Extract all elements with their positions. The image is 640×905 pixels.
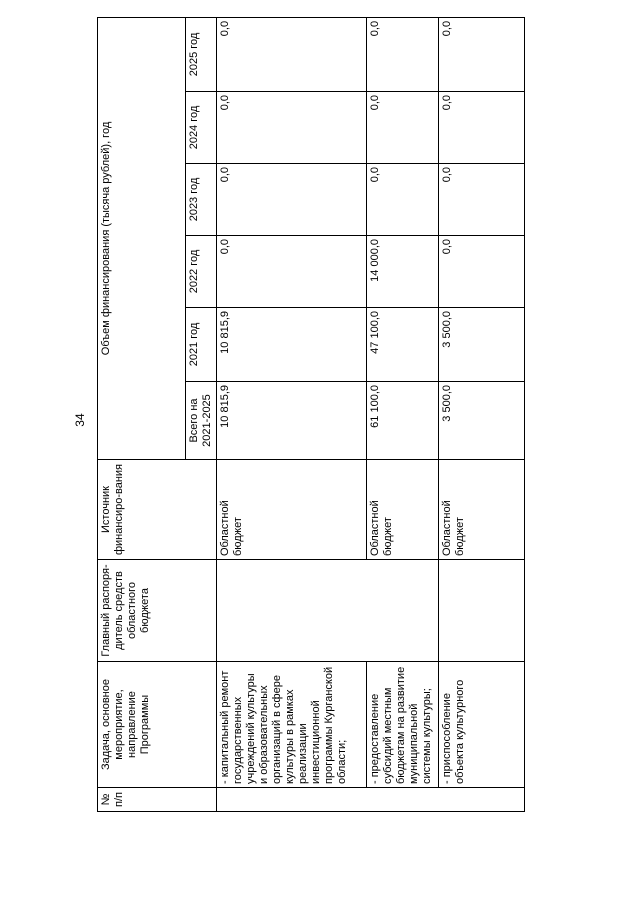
financing-table: [97, 17, 525, 812]
row-num-cell: [217, 788, 525, 812]
row-2022-cell: 14 000,0: [367, 236, 439, 308]
row-manager-cell: [217, 560, 439, 662]
row-total-cell: 3 500,0: [439, 382, 525, 460]
row-2024-cell: 0,0: [367, 92, 439, 164]
row-2023-cell: 0,0: [439, 164, 525, 236]
header-source: Источник финансиро-вания: [98, 460, 217, 560]
row-task-cell: - предоставление субсидий местным бюджетам на развитие муниципальной системы культуры;: [367, 662, 439, 788]
header-total: Всего на 2021-2025: [186, 382, 217, 460]
header-year-2022: 2022 год: [186, 236, 217, 308]
header-year-2024: 2024 год: [186, 92, 217, 164]
header-year-2021: 2021 год: [186, 308, 217, 382]
row-total-cell: 10 815,9: [217, 382, 367, 460]
row-2022-cell: 0,0: [439, 236, 525, 308]
row-task-cell: - капитальный ремонт государственных учреждений культуры и образовательных организаций в сфере культуры в рамках реализации инвестиционной программы Курганской области;: [217, 662, 367, 788]
table-row: [439, 17, 525, 811]
header-num: № п/п: [98, 788, 217, 812]
financing-table-container: [97, 18, 525, 812]
row-total-cell: 61 100,0: [367, 382, 439, 460]
header-year-2025: 2025 год: [186, 17, 217, 91]
row-2023-cell: 0,0: [217, 164, 367, 236]
financing-table-rotated: [97, 18, 525, 812]
row-2024-cell: 0,0: [439, 92, 525, 164]
row-source-cell: Областной бюджет: [367, 460, 439, 560]
table-row: [367, 17, 439, 811]
row-2025-cell: 0,0: [217, 17, 367, 91]
page-number: 34: [73, 413, 87, 427]
row-source-cell: Областной бюджет: [439, 460, 525, 560]
row-2021-cell: 47 100,0: [367, 308, 439, 382]
row-2021-cell: 10 815,9: [217, 308, 367, 382]
header-manager: Главный распоря-дитель средств областного бюджета: [98, 560, 217, 662]
row-manager-cell: [439, 560, 525, 662]
row-task-cell: - приспособление объекта культурного: [439, 662, 525, 788]
row-source-cell: Областной бюджет: [217, 460, 367, 560]
header-volume: Объем финансирования (тысяча рублей), год: [98, 17, 186, 459]
header-year-2023: 2023 год: [186, 164, 217, 236]
row-2025-cell: 0,0: [367, 17, 439, 91]
row-2021-cell: 3 500,0: [439, 308, 525, 382]
row-2025-cell: 0,0: [439, 17, 525, 91]
row-2023-cell: 0,0: [367, 164, 439, 236]
header-task: Задача, основное мероприятие, направление Программы: [98, 662, 217, 788]
table-row: [217, 17, 367, 811]
row-2022-cell: 0,0: [217, 236, 367, 308]
row-2024-cell: 0,0: [217, 92, 367, 164]
header-row: [98, 17, 186, 811]
